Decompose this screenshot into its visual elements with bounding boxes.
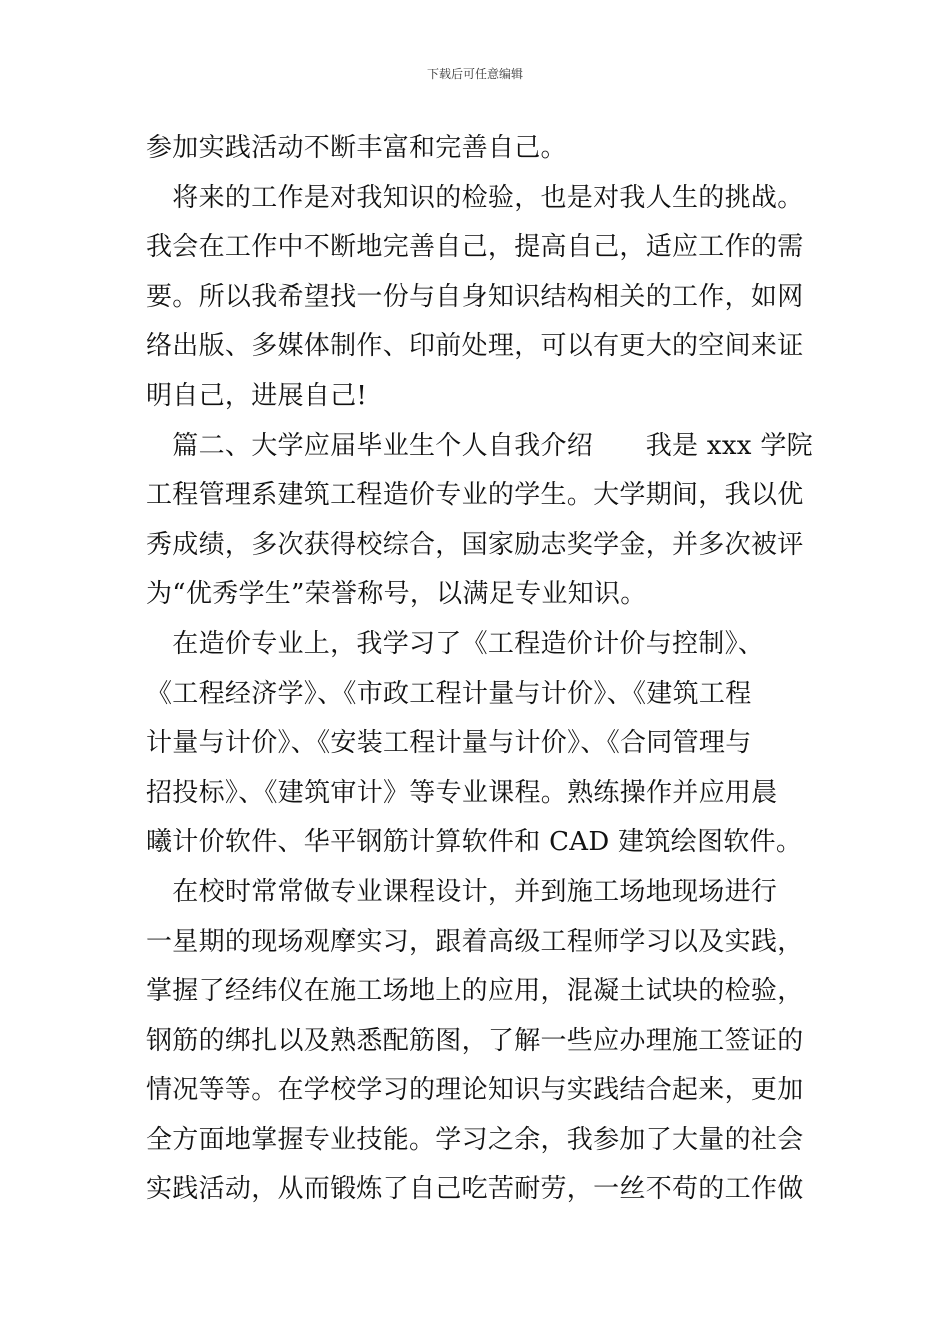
text-line: 我会在工作中不断地完善自己，提高自己，适应工作的需 [146,232,804,263]
text-line: 明自己，进展自己! [146,380,368,411]
page-header: 下载后可任意编辑 [426,67,523,81]
text-line: 篇二、大学应届毕业生个人自我介绍 我是 xxx 学院 [146,430,813,461]
text-line: 情况等等。在学校学习的理论知识与实践结合起来，更加 [146,1075,804,1106]
text-line: 要。所以我希望找一份与自身知识结构相关的工作，如网 [146,281,804,312]
text-line: 参加实践活动不断丰富和完善自己。 [146,133,567,163]
text-line: 实践活动，从而锻炼了自己吃苦耐劳，一丝不苟的工作做 [146,1174,804,1205]
text-line: 将来的工作是对我知识的检验，也是对我人生的挑战。 [146,182,804,213]
text-line: 全方面地掌握专业技能。学习之余，我参加了大量的社会 [146,1124,804,1155]
text-line: 钢筋的绑扎以及熟悉配筋图，了解一些应办理施工签证的 [146,1025,804,1056]
text-line: 工程管理系建筑工程造价专业的学生。大学期间，我以优 [146,480,804,511]
text-line: 为“优秀学生”荣誉称号，以满足专业知识。 [146,579,647,610]
text-line: 秀成绩，多次获得校综合，国家励志奖学金，并多次被评 [146,529,804,560]
text-line: 掌握了经纬仪在施工场地上的应用，混凝土试块的检验， [146,976,804,1007]
text-line: 《工程经济学》、《市政工程计量与计价》、《建筑工程 [146,678,752,709]
text-line: 在校时常常做专业课程设计，并到施工场地现场进行 [146,876,778,907]
text-line: 络出版、多媒体制作、印前处理，可以有更大的空间来证 [146,331,804,362]
text-line: 招投标》、《建筑审计》等专业课程。熟练操作并应用晨 [146,777,778,808]
text-line: 一星期的现场观摩实习，跟着高级工程师学习以及实践， [146,926,804,957]
text-line: 在造价专业上，我学习了《工程造价计价与控制》、 [146,628,765,659]
text-line: 计量与计价》、《安装工程计量与计价》、《合同管理与 [146,728,752,759]
document-body [146,124,826,1215]
text-line: 曦计价软件、华平钢筋计算软件和 CAD 建筑绘图软件。 [146,827,803,858]
